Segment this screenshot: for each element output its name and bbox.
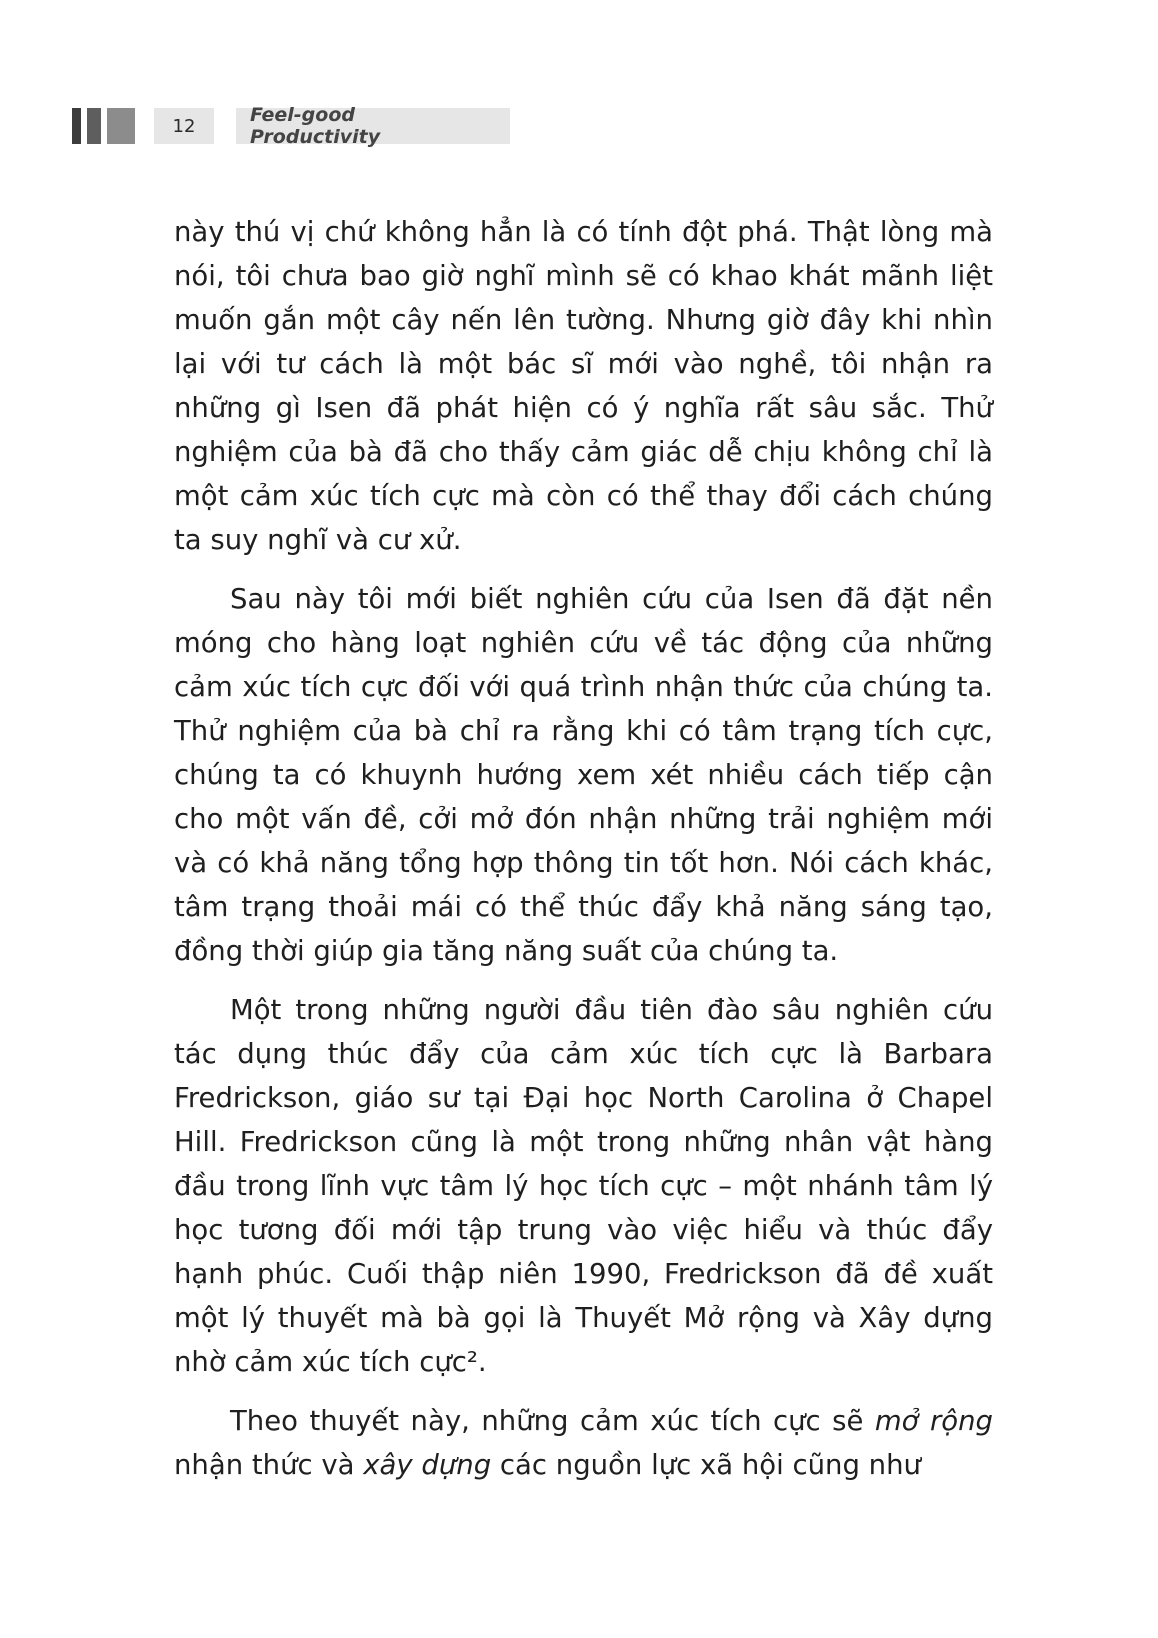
- header-decor-bar: [72, 108, 81, 144]
- paragraph: này thú vị chứ không hẳn là có tính đột phá. Thật lòng mà nói, tôi chưa bao giờ nghĩ mình sẽ có khao khát mãnh liệt muốn gắn một cây nến lên tường. Nhưng giờ đây khi nhìn lại với tư cách là một bác sĩ mới vào nghề, tôi nhận ra những gì Isen đã phát hiện có ý nghĩa rất sâu sắc. Thử nghiệm của bà đã cho thấy cảm giác dễ chịu không chỉ là một cảm xúc tích cực mà còn có thể thay đổi cách chúng ta suy nghĩ và cư xử.: [174, 216, 993, 556]
- paragraph: [174, 1399, 993, 1487]
- text-run: các nguồn lực xã hội cũng như: [491, 1449, 921, 1481]
- paragraph: Một trong những người đầu tiên đào sâu nghiên cứu tác dụng thúc đẩy của cảm xúc tích cực là Barbara Fredrickson, giáo sư tại Đại học North Carolina ở Chapel Hill. Fredrickson cũng là một trong những nhân vật hàng đầu trong lĩnh vực tâm lý học tích cực – một nhánh tâm lý học tương đối mới tập trung vào việc hiểu và thúc đẩy hạnh phúc. Cuối thập niên 1990, Fredrickson đã đề xuất một lý thuyết mà bà gọi là Thuyết Mở rộng và Xây dựng nhờ cảm xúc tích cực².: [174, 994, 993, 1378]
- text-run: Theo thuyết này, những cảm xúc tích cực sẽ: [230, 1405, 875, 1437]
- header-decor-bar: [107, 108, 135, 144]
- text-run: nhận thức và: [174, 1449, 364, 1481]
- book-title: Feel-good Productivity: [236, 108, 510, 144]
- running-header: [72, 104, 510, 148]
- paragraph: Sau này tôi mới biết nghiên cứu của Isen đã đặt nền móng cho hàng loạt nghiên cứu về tác động của những cảm xúc tích cực đối với quá trình nhận thức của chúng ta. Thử nghiệm của bà chỉ ra rằng khi có tâm trạng tích cực, chúng ta có khuynh hướng xem xét nhiều cách tiếp cận cho một vấn đề, cởi mở đón nhận những trải nghiệm mới và có khả năng tổng hợp thông tin tốt hơn. Nói cách khác, tâm trạng thoải mái có thể thúc đẩy khả năng sáng tạo, đồng thời giúp gia tăng năng suất của chúng ta.: [174, 583, 993, 967]
- header-decor-bar: [87, 108, 101, 144]
- body-text: [174, 210, 993, 1502]
- emphasis-text: xây dựng: [363, 1449, 492, 1481]
- page-number: 12: [154, 108, 214, 144]
- emphasis-text: mở rộng: [874, 1405, 994, 1437]
